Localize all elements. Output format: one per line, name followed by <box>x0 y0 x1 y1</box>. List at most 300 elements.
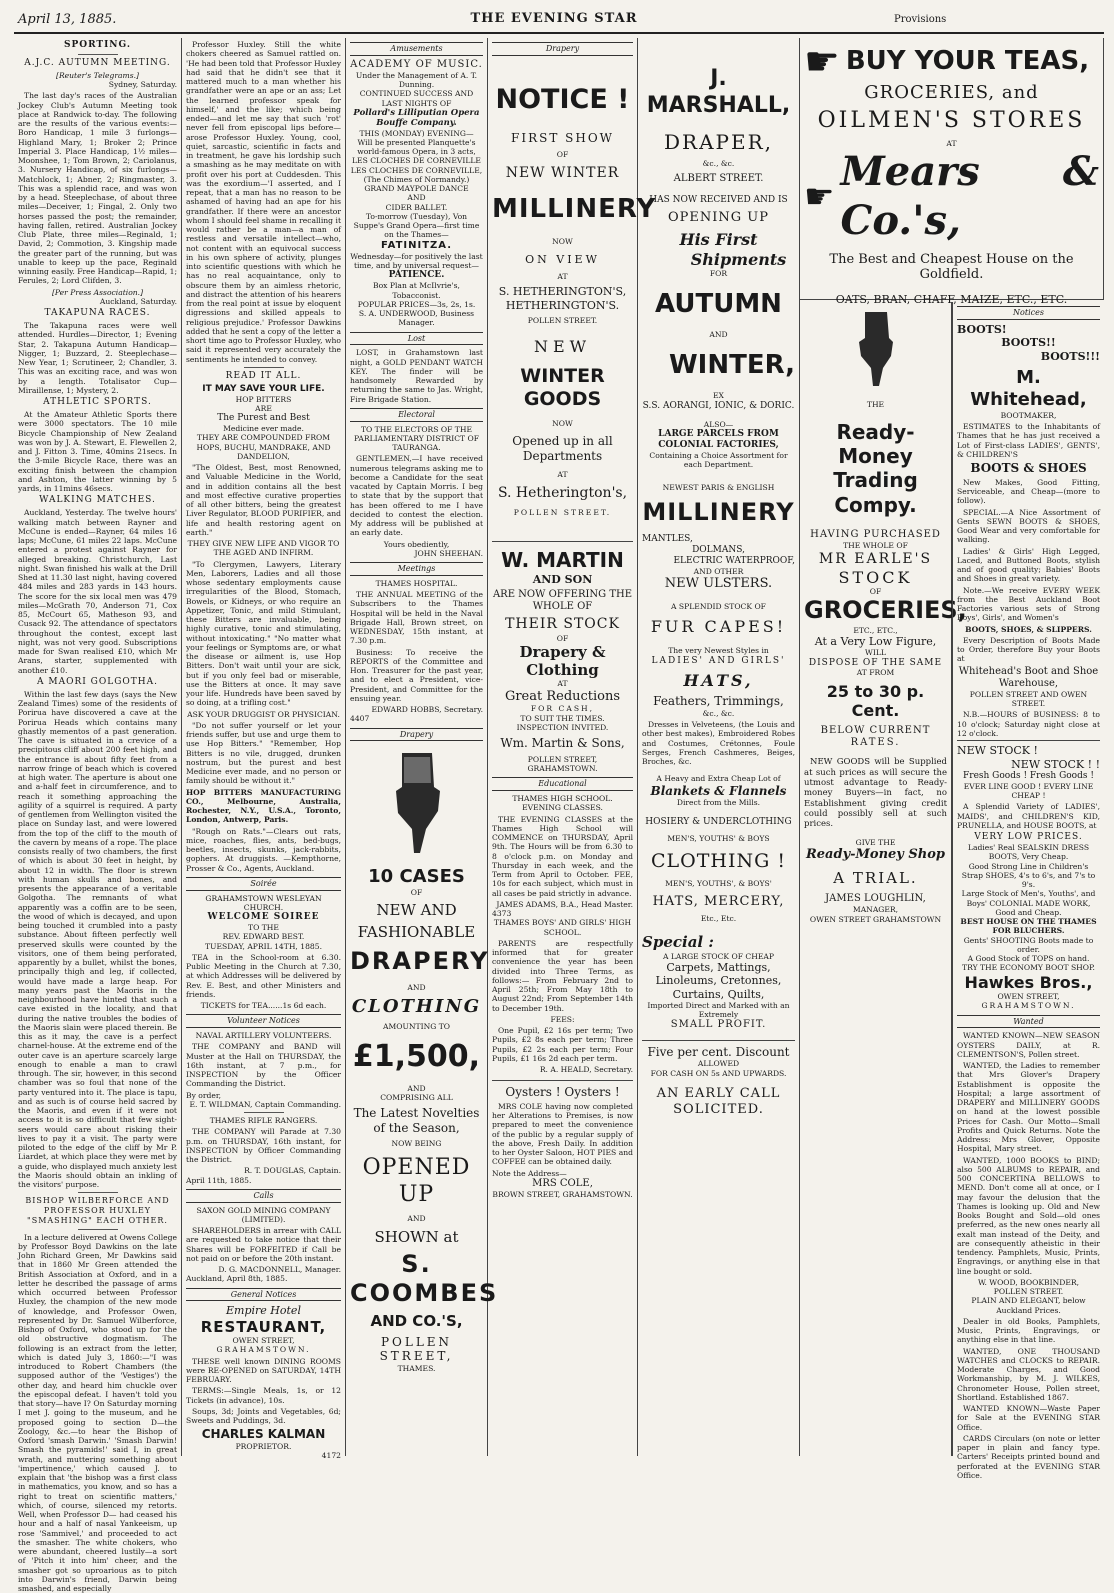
ad-line: Good Strong Line in Children's Strap SHOES, 4's to 6's, and 7's to 9's. <box>961 861 1096 890</box>
provisions-label: Provisions <box>894 14 947 25</box>
ad-text: "The Oldest, Best, most Renowned, and Valuable Medicine in the World, and in addition contains all the best and most effective curative properties of all other bitters, being the greatest Liver Regulator, BLOOD PURIFIER, and life and health restoring agent on earth." <box>186 463 341 537</box>
ad-line: Containing a Choice Assortment for each Department. <box>649 450 788 469</box>
dateline: Sydney, Saturday. <box>108 80 177 90</box>
ad-line: AT <box>557 469 568 479</box>
ad-line: Note the Address— <box>492 1168 567 1178</box>
ad-line: PLAIN AND ELEGANT, below Auckland Prices. <box>971 1296 1086 1315</box>
ad-headline: MILLINERY <box>642 498 795 527</box>
ad-text: A Splendid Variety of LADIES', MAIDS', and CHILDREN'S KID, PRUNELLA, and HOUSE BOOTS, at <box>957 802 1100 830</box>
ad-headline: A TRIAL. <box>833 868 918 887</box>
ad-text: THE COMPANY will Parade at 7.30 p.m. on THURSDAY, 16th instant, for INSPECTION by Officer Commanding the District. <box>186 1127 341 1165</box>
ad-line: GRAHAMSTOWN. <box>527 764 598 774</box>
ad-headline: DRAPERY <box>350 947 490 976</box>
ad-line: WILL <box>865 648 886 658</box>
ad-headline: IT MAY SAVE YOUR LIFE. <box>202 383 325 394</box>
ad-line: AND <box>407 1214 426 1224</box>
newspaper-page <box>14 8 1104 1593</box>
ad-line: THEIR STOCK <box>505 616 620 633</box>
ad-line: AMOUNTING TO <box>382 1021 450 1031</box>
ad-line: INSPECTION INVITED. <box>516 722 609 732</box>
ad-line: STOCK <box>838 567 913 587</box>
ad-headline: Five per cent. Discount <box>642 1040 795 1060</box>
ad-headline: WINTER GOODS <box>520 364 605 411</box>
ad-text: Note.—We receive EVERY WEEK from the Best Auckland Boot Factories various sets of Strong Boys', Girls', and Women's <box>957 585 1100 623</box>
ad-line: THEY GIVE NEW LIFE AND VIGOR TO THE AGED AND INFIRM. <box>187 539 340 558</box>
ad-line: POLLEN STREET, <box>527 754 598 764</box>
ad-headline: Drapery & Clothing <box>519 642 606 680</box>
ad-text: THE COMPANY and BAND will Muster at the Hall on THURSDAY, the 16th instant, at 7 p.m., for INSPECTION by the Officer Commanding the District. <box>186 1042 341 1089</box>
ad-line: DOLMANS, <box>692 544 745 555</box>
shop-name: Mears & Co.'s, <box>840 148 1099 244</box>
ad-text: CARDS Circulars (on note or letter paper in plain and fancy type. Carters' Receipts printed bound and perforated at the EVENING STAR Office. <box>957 1433 1100 1480</box>
ad-text: WANTED KNOWN—NEW SEASON OYSTERS DAILY, at R. CLEMENTSON'S, Pollen street. <box>957 1031 1100 1059</box>
signature-line: R. T. DOUGLAS, Captain. <box>244 1166 341 1176</box>
ad-line: BELOW CURRENT <box>820 724 931 736</box>
ad-line: PROPRIETOR. <box>235 1441 292 1451</box>
ad-line: THAMES. <box>397 1363 436 1373</box>
ad-line: Imported Direct and Marked with an Extremely <box>647 1000 790 1020</box>
ad-headline: HATS, <box>683 670 754 690</box>
section-volunteer: Volunteer Notices <box>186 1014 341 1028</box>
ad-line: &c., &c. <box>702 708 735 718</box>
ad-text: Dealer in old Books, Pamphlets, Music, Prints, Engravings, or anything else in that line. <box>957 1316 1100 1345</box>
ad-line: Ladies' Real SEALSKIN DRESS BOOTS, Very Cheap. <box>967 843 1090 862</box>
ad-text: N.B.—HOURS of BUSINESS: 8 to 10 o'clock; Saturday night close at 12 o'clock. <box>957 710 1100 738</box>
ad-line: NEW <box>533 337 592 357</box>
ad-headline: GROCERIES, <box>804 596 967 625</box>
ad-line: MEN'S, YOUTHS' & BOYS <box>667 834 770 844</box>
ad-line: OWEN STREET, <box>997 992 1060 1002</box>
ad-line: AND <box>709 330 728 340</box>
ad-line: &c., &c. <box>702 159 735 169</box>
ad-line: LES CLOCHES DE CORNEVILLE LES CLOCHES DE CORNEVILLE, <box>350 156 483 175</box>
ad-headline: NEW STOCK ! ! <box>1011 757 1100 771</box>
section-wanted: Wanted <box>957 1015 1100 1029</box>
ad-line: AT <box>557 679 568 689</box>
ad-line: OWEN STREET GRAHAMSTOWN <box>809 914 942 924</box>
ad-line: HAVING PURCHASED <box>810 529 941 541</box>
ad-line: The very Newest Styles in <box>668 646 769 656</box>
ad-line: Gents' SHOOTING Boots made to order. <box>963 935 1094 954</box>
ad-line: ARE <box>255 403 272 413</box>
source-line: [Per Press Association.] <box>51 287 144 297</box>
ad-line: CIDER BALLET. <box>385 202 448 212</box>
ad-line: COMPRISING ALL <box>380 1092 453 1102</box>
signature-line: JOHN SHEEHAN. <box>414 548 483 558</box>
column-six-a <box>800 302 967 1456</box>
section-general: General Notices <box>186 1288 341 1302</box>
section-lost: Lost <box>350 332 483 346</box>
ad-line: POLLEN STREET AND OWEN STREET. <box>969 689 1088 709</box>
ad-line: The Latest Novelties of the Season, <box>353 1106 480 1135</box>
ad-line: REV. EDWARD BEST. <box>222 932 305 942</box>
ad-line: OF <box>556 633 569 643</box>
ad-line: ON VIEW <box>525 252 600 266</box>
ad-line: GROCERIES, and <box>864 82 1039 103</box>
ad-line: DISPOSE OF THE SAME <box>808 657 943 668</box>
ad-text: THE EVENING CLASSES at the Thames High School will COMMENCE on THURSDAY, April 9th. The Hours will be from 6.30 to 8 o'clock p.m. on Monday and Thursday in each week, and the Term from April to October. FEE, 10s for each subject, which must in all cases be paid strictly in advance. <box>492 814 633 898</box>
ad-line: Will be presented Planquette's world-famous Opera, in 3 acts, <box>357 137 476 157</box>
ad-headline: BEST HOUSE ON THE THAMES FOR BLUCHERS. <box>960 917 1097 936</box>
ad-text: One Pupil, £2 16s per term; Two Pupils, £2 8s each per term; Three Pupils, £2 2s each per term; Four Pupils, £1 16s 2d each per term. <box>492 1026 633 1063</box>
shop-name: Ready-Money <box>836 419 915 468</box>
ad-headline: MILLINERY <box>492 193 657 224</box>
ad-line: FIRST SHOW <box>511 130 614 145</box>
column-sporting <box>14 38 182 1593</box>
ad-line: LADIES' AND GIRLS' <box>651 655 786 666</box>
shop-name: S. HETHERINGTON'S, HETHERINGTON'S. <box>498 285 627 312</box>
ad-line: AND CO.'S, <box>370 1312 463 1331</box>
ad-line: AND OTHER <box>693 566 744 576</box>
ad-text: Ladies' & Girls' High Legged, Laced, and Buttoned Boots, stylish and of good quality; Babies' Boots and Shoes in great variety. <box>957 546 1100 584</box>
pointing-hand-icon: ☛ <box>804 39 840 85</box>
ad-line: OWEN STREET, <box>232 1336 295 1346</box>
ad-amount: £1,500, <box>352 1039 481 1075</box>
article-text: Within the last few days (says the New Zealand Times) some of the residents of Porirua have discovered a cave at the Porirua Heads which contains many ghastly mementos of a past generation. The cave is situated in a crevice of a precipitous cliff about 200 feet high, and the entrance is about fifty feet from a narrow fringe of beach which is covered at high water. The aperture is about one and a-half feet in circumference, and to reach it something approaching the agility of a squirrel is required. A party of gentlemen from Wellington visited the place on Sunday last, and were lowered from the top of the cliff to the mouth of the cavern by means of a rope. The place consists really of two chambers, the first of which is about 30 feet in height, by about 12 in width. The floor is strewn with human skulls and bones, and presents the appearance of a veritable Golgotha. The remnants of what apparently was a coffin are to be seen, the wood of which is decayed, and upon being touched it crumbled into a pasty substance. About fifteen perfectly well preserved skulls were counted by the visitors, one of them being perforated, apparently by a bullet, whilst the bones, principally thigh and leg, if collected, would have made a large heap. For many years past the Maoris in the neighbourhood have hinted that such a cave existed in the locality, and that during the native troubles the bodies of the Maoris slain were placed therein. Be this as it may, the cave is a perfect charnel-house. At the extreme end of the outer cave is an aperture scarcely large enough to enable a man to crawl through. The sir, however, in this second chamber was so foul that none of the party ventured into it. The place is tapu, and as such is of course held sacred by the Maoris, and even if it were not access to it is so difficult that few sight-seers would care about risking their lives to pay it a visit. The party were piloted to the edge of the cliff by Mr P. Liardet, at which place they were met by a guide, who displayed much anxiety lest the Maoris should obtain an inkling of the visitors' purpose. <box>18 689 177 1190</box>
pointing-hand-icon: ☛ <box>804 176 835 217</box>
ad-line: GIVE THE <box>855 837 896 847</box>
issue-date: April 13, 1885. <box>18 12 117 27</box>
ad-line: ELECTRIC WATERPROOF, <box>673 555 795 566</box>
ad-headline: WELCOME SOIREE <box>207 912 320 923</box>
ad-headline: TO THE ELECTORS OF THE PARLIAMENTARY DISTRICT OF TAURANGA. <box>353 424 479 453</box>
ad-line: The Purest and Best <box>217 413 310 424</box>
ad-line: AND <box>407 193 426 203</box>
ad-headline: THAMES HIGH SCHOOL. <box>512 794 613 804</box>
company-name: Pollard's Lilliputian Opera Bouffe Company. <box>353 107 480 129</box>
ad-text: NEW GOODS will be Supplied at such prices as will secure the utmost advantage to Ready-money Buyers—in fact, no Establishment giving credit could possibly sell at such prices. <box>804 757 947 830</box>
ad-line: GRAHAMSTOWN. <box>216 1345 311 1355</box>
ad-line: Under the Management of A. T. Dunning. <box>355 70 478 90</box>
ad-line: FOR CASH, <box>530 704 595 714</box>
ad-line: THE WHOLE OF <box>843 541 908 551</box>
column-four <box>488 38 657 1456</box>
section-calls: Calls <box>186 1189 341 1203</box>
ad-headline: FATINITZA. <box>380 239 453 251</box>
ad-headline: CLOTHING ! <box>651 849 786 872</box>
ad-headline: 25 to 30 p. Cent. <box>826 681 925 721</box>
ad-text: LOST, in Grahamstown last night, a GOLD PENDANT WATCH KEY. The finder will be handsomely Rewarded by returning the same to Jas. Wright, Fire Brigade Station. <box>350 348 483 404</box>
section-amusements: Amusements <box>350 42 483 56</box>
ad-line: NOW <box>552 419 573 429</box>
ad-line: ETC., ETC., <box>853 625 898 635</box>
ad-line: Wednesday—for positively the last time, and by universal request— <box>350 251 483 271</box>
ad-headline: WINTER, <box>669 349 795 380</box>
ad-headline: BOOTS!!! <box>1040 349 1100 363</box>
section-drapery: Drapery <box>350 728 483 742</box>
ad-line: THE <box>866 400 885 410</box>
ad-text: Dresses in Velveteens, (the Louis and other best makes), Embroidered Robes and Costumes, Crétonnes, Foule Serges, French Cashmeres, Beiges, Broches, &c. <box>642 720 795 767</box>
proprietor-name: CHARLES KALMAN <box>201 1427 326 1442</box>
signature-line: E. T. WILDMAN, Captain Commanding. <box>189 1099 341 1109</box>
ad-line: EVER LINE GOOD ! EVERY LINE CHEAP ! <box>963 781 1094 801</box>
ad-text: THE ANNUAL MEETING of the Subscribers to the Thames Hospital will be held in the Naval Brigade Hall, Brown street, on WEDNESDAY, 15th instant, at 7.30 p.m. <box>350 590 483 646</box>
headline-takapuna: TAKAPUNA RACES. <box>44 308 151 319</box>
ad-line: MR EARLE'S <box>818 550 933 567</box>
ad-headline: RESTAURANT, <box>200 1317 327 1336</box>
ad-line: S. A. UNDERWOOD, Business Manager. <box>358 309 475 328</box>
ad-text: "Do not suffer yourself or let your friends suffer, but use and urge them to use Hop Bitters." "Remember, Hop Bitters is no vile, drugged, drunken nostrum, but the purest and best Medicine ever made, and no person or family should be without it." <box>186 720 341 786</box>
ad-line: POLLEN STREET. <box>527 316 598 326</box>
ad-text: WANTED, ONE THOUSAND WATCHES and CLOCKS to REPAIR. Moderate Charges, and Good Workmanship, by M. J. WILKES, Chronometer House, Pollen street, Shortland. Established 1867. <box>957 1346 1100 1402</box>
ad-headline: HATS, MERCERY, <box>652 894 785 910</box>
ad-line: (The Chimes of Normandy.) <box>363 174 470 184</box>
ad-line: FOR <box>709 269 728 279</box>
ad-line: JAMES LOUGHLIN, <box>825 893 926 905</box>
ad-text: Business: To receive the REPORTS of the Committee and Hon. Treasurer for the past year, and to elect a President, vice-President, and Committee for the ensuing year. <box>350 647 483 703</box>
ad-line: A Good Stock of TOPS on hand. <box>967 954 1090 964</box>
ad-line: NOW BEING <box>391 1139 442 1149</box>
ad-line: OF <box>869 587 882 597</box>
shop-name: Whitehead's Boot and Shoe Warehouse, <box>958 665 1099 689</box>
ad-line: THIS (MONDAY) EVENING— <box>359 128 474 138</box>
headline-athletic: ATHLETIC SPORTS. <box>43 397 152 408</box>
article-text: Auckland, Yesterday. The twelve hours' walking match between Rayner and McCune is ended—Rayner, 64 miles 16 laps; McCune, 61 miles 22 laps. McCune entered a protest against Rayner for alleged breaking. Christchurch, Last night. Swan finished his walk at the Drill Shed at 11.30 last night, having covered 484 miles and 283 yards in 143 hours. The score for the six local men was 479 miles—McGrath 70, Anderson 71, Cox 85, McCourt 65, Matheson 93, and Cusack 92. The attendance of spectators throughout the contest, except last night, was not very good. Subscriptions made for Swan realised £10, which Mr Arans, starter, supplemented with another £10. <box>18 508 177 675</box>
ad-headline: Blankets & Flannels <box>650 783 787 798</box>
ad-headline: THAMES RIFLE RANGERS. <box>209 1116 318 1126</box>
ad-company: HOP BITTERS MANUFACTURING CO., Melbourne, Australia, Rochester, N.Y., U.S.A., Toronto, London, Antwerp, Paris. <box>186 787 341 825</box>
ad-line: To-morrow (Tuesday), Von Suppe's Grand Opera—first time on the Thames— <box>353 211 480 240</box>
article-text: The Takapuna races were well attended. Hurdles—Director, 1; Evening Star, 2. Takapuna Autumn Handicap—Nigger, 1; Buzzard, 2. Steeplechase—New Year, 1; Scrutineer, 2; Chandler, 3. This was an exciting race, and was won by a length. Totalisator Cup—Miraillense, 1; Mystery, 2. <box>18 321 177 395</box>
ad-line: POLLEN STREET. <box>993 1287 1064 1297</box>
section-educational: Educational <box>492 777 633 791</box>
ad-headline: ACADEMY OF MUSIC. <box>350 58 483 70</box>
ad-text: TERMS:—Single Meals, 1s, or 12 Tickets (in advance), 10s. <box>186 1386 341 1405</box>
ad-text: TEA in the School-room at 6.30. Public Meeting in the Church at 7.30, at which Addresses will be delivered by Rev. E. Best, and other Ministers and friends. <box>186 952 341 999</box>
ad-line: RATES. <box>850 736 901 748</box>
column-provisions <box>800 38 1104 307</box>
ad-line: FOR CASH ON 5s AND UPWARDS. <box>650 1068 787 1078</box>
ad-line: CONTINUED SUCCESS AND LAST NIGHTS OF <box>359 89 474 108</box>
ad-text: WANTED KNOWN—Waste Paper for Sale at the EVENING STAR Office. <box>957 1404 1100 1432</box>
ad-text: "Rough on Rats."—Clears out rats, mice, roaches, flies, ants, bed-bugs, beetles, insects, skunks, jack-rabbits, gophers. At druggists. —Kempthorne, Prosser & Co., Agents, Auckland. <box>186 826 341 873</box>
ad-text: ESTIMATES to the Inhabitants of Thames that he has just received a Lot of First-class LADIES', GENTS', & CHILDREN'S <box>957 422 1100 459</box>
ad-text: MRS COLE having now completed her Alterations to Premises, is now prepared to meet the convenience of the public by a regular supply of the above, Fresh Daily. In addition to her Oyster Saloon, HOT PIES and COFFEE can be obtained daily. <box>492 1101 633 1167</box>
pointing-hand-icon <box>804 308 947 390</box>
ad-line: ALLOWED <box>697 1059 740 1069</box>
ad-headline: READ IT ALL. <box>225 370 302 381</box>
ad-line: BROWN STREET, GRAHAMSTOWN. <box>492 1190 633 1200</box>
ad-line: NEW AND <box>376 900 457 919</box>
ad-line: TO SUIT THE TIMES. <box>520 713 605 723</box>
ad-line: Opened up in all Departments <box>512 434 613 464</box>
article-text: At the Amateur Athletic Sports there were 3000 spectators. The 10 mile Bicycle Championship of New Zealand was won by J. A. Stewart, E. Flewellen 2, and J. Fitton 3. Time, 40mins 21secs. In the 3-mile Bicycle Race, there was an exciting finish between the champion and Ashton, the latter winning by 5 yards, in 11mins 46secs. <box>18 410 177 494</box>
ad-line: Medicine ever made. <box>223 424 304 434</box>
ad-line: AND <box>407 982 426 992</box>
ad-line: EX <box>713 391 724 401</box>
brand-name: HOP BITTERS <box>235 394 292 404</box>
ad-line: NEW WINTER <box>505 164 620 181</box>
ad-line: A LARGE STOCK OF CHEAP <box>662 951 775 961</box>
ad-line: Yours obediently, <box>383 539 450 549</box>
ad-text: SHAREHOLDERS in arrear with CALL are requested to take notice that their Shares will be FORFEITED if Call be not paid on or before the 20th instant. <box>186 1226 341 1263</box>
ad-headline: BOOTS! <box>957 322 1007 336</box>
ad-line: OILMEN'S STORES <box>817 107 1086 133</box>
article-text: In a lecture delivered at Owens College by Professor Boyd Dawkins on the late John Richard Green, Mr Dawkins said that in 1860 Mr Green attended the British Association at Oxford, and in a letter he described the passage of arms which occurred between Professor Huxley, the champion of the new mode of knowledge, and Professor Owen, represented by Dr. Samuel Wilberforce, Bishop of Oxford, who stood up for the old obstructive dogmatism. The following is an extract from the letter, which is dated July 3, 1860:—"I was introduced to Robert Chambers (the supposed author of the 'Vestiges') the other day, and heard him chuckle over the episcopal defeat. I haven't told you that story—have I? On Saturday morning I met J. going to the museum, and he proposed going to section D—the Zoology, &c.—to hear the Bishop of Oxford 'smash Darwin.' 'Smash Darwin! Smash the pyramids!' said I, in great wrath, and muttering something about 'impertinence,' which caused J. to explain that 'the bishop was a first class in mathematics, you know, and so has a right to treat on scientific matters,' which, of course, silenced my retorts. Well, when Professor D— had ceased his hour and a half of nasal Yankeeism, up rose 'Sammivel,' and proceeded to act the smasher. The white chokers, who were abundant, cheered lustily—a sort of 'Pitch it into him' cheer, and the smasher got so uproarious as to pitch into Darwin's friend, Darwin being smashed, and especially <box>18 1232 177 1593</box>
ad-code: 4373 <box>492 909 512 919</box>
ad-headline: AUTUMN <box>655 288 782 319</box>
ad-line: S.S. AORANGI, IONIC, & DORIC. <box>642 400 795 411</box>
ad-text: WANTED, 1000 BOOKS to BIND; also 500 ALBUMS to REPAIR, and 500 CONCERTINA BELLOWS to MEND. Don't come all at once, or I may favour the delusion that the Thames is looking up. Old and New Books Bought and Sold—old ones preferred, as the new ones nearly all exalt man instead of the Deity, and are consequently atheistic in their tendency. Pamphlets, Music, Prints, Engravings, or anything else in that line bought or sold. <box>957 1155 1100 1276</box>
ad-line: HOPS, BUCHU, MANDRAKE, AND DANDELION, <box>196 442 331 461</box>
section-drapery: Drapery <box>492 42 633 56</box>
ad-headline: BOOTS, SHOES, & SLIPPERS. <box>965 624 1092 634</box>
ad-headline: Shipments <box>690 249 787 269</box>
ad-text: GENTLEMEN,—I have received numerous telegrams asking me to become a Candidate for the seat vacated by Captain Morris. I beg to state that by the support that has been offered to me I have decided to contest the election. My address will be published at an early date. <box>350 454 483 538</box>
ad-line: TRY THE ECONOMY BOOT SHOP. <box>962 963 1095 973</box>
column-three <box>346 38 499 1456</box>
section-sporting: SPORTING. <box>63 40 132 50</box>
ad-line: Fresh Goods ! Fresh Goods ! <box>963 770 1094 781</box>
signature-line: JAMES ADAMS, B.A., Head Master. <box>496 899 633 909</box>
ad-headline: THAMES BOYS' AND GIRLS' HIGH SCHOOL. <box>493 918 632 937</box>
ad-line: AND <box>407 1083 426 1093</box>
ad-line: THEY ARE COMPOUNDED FROM <box>196 433 331 443</box>
ad-line: POLLEN STREET, <box>379 1334 454 1364</box>
article-text: Professor Huxley. Still the white chokers cheered as Samuel rattled on. 'He had been told that Professor Huxley had said that he didn't see that it mattered much to a man whether his grandfather were an ape or an ass; Let the learned professor speak for himself,' and the like; which being ended—and let me say that such 'rot' never fell from episcopal lips before—arose Professor Huxley. Young, cool, quiet, sarcastic, scientific in facts and in treatment, he gave his lordship such a smashing as he may meditate on with profit over his port at Cuddesden. This was the exordium—'I asserted, and I repeat, that a man has no reason to be ashamed of having had an ape for his grandfather. If there were an ancestor whom I should feel shame in recalling it would rather be a man—a man of restless and versatile intellect—who, not content with an equivocal success in his own sphere of activity, plunges into scientific questions with which he has no real acquaintance, only to obscure them by an aimless rhetoric, and distract the attention of his hearers from the real point at issue by eloquent digressions and skilled appeals to religious prejudice.' Professor Dawkins added that he sent a copy of the letter a short time ago to Professor Huxley, who said it represented very accurately the sentiments he intended to convey. <box>186 40 341 364</box>
masthead <box>14 8 1104 34</box>
ad-line: AND SON <box>532 572 593 586</box>
ad-headline: PATIENCE. <box>388 270 445 281</box>
ad-text: THESE well known DINING ROOMS were RE-OPENED on SATURDAY, 14TH FEBRUARY. <box>186 1356 341 1385</box>
source-line: [Reuter's Telegrams.] <box>55 70 140 80</box>
ad-line: AT <box>946 138 957 148</box>
ad-code: 4407 <box>350 714 370 724</box>
pointing-hand-icon <box>350 747 483 859</box>
ad-line: Auckland, April 8th, 1885. <box>186 1274 288 1284</box>
ad-line: FASHIONABLE <box>357 923 476 942</box>
column-two <box>182 38 346 1461</box>
ad-headline: CLOTHING <box>351 995 482 1017</box>
ad-line: By order, <box>186 1090 222 1100</box>
ad-headline: NOTICE ! <box>495 83 630 115</box>
ad-text: New Makes, Good Fitting, Serviceable, and Cheap—(more to follow). <box>957 477 1100 506</box>
ad-line: TO THE <box>248 923 279 933</box>
ad-line: The Best and Cheapest House on the Goldfield. <box>829 251 1074 283</box>
ad-line: OPENING UP <box>668 210 769 226</box>
ad-headline: NEW ULSTERS. <box>664 575 773 591</box>
ad-line: BOOTMAKER, <box>1000 410 1057 420</box>
ad-line: April 11th, 1885. <box>186 1175 252 1185</box>
ad-line: SMALL PROFIT. <box>670 1019 767 1031</box>
paper-title: THE EVENING STAR <box>470 11 638 26</box>
ad-line: MANAGER, <box>852 905 899 915</box>
ad-headline: Special : <box>642 933 714 952</box>
ad-headline: AN EARLY CALL SOLICITED. <box>656 1085 781 1117</box>
ad-line: Direct from the Mills. <box>676 798 761 808</box>
ad-headline: NAVAL ARTILLERY VOLUNTEERS. <box>195 1031 332 1041</box>
shop-name: W. MARTIN <box>492 541 633 572</box>
shop-name: S. COOMBES <box>350 1249 499 1308</box>
shop-name: MRS COLE, <box>532 1177 593 1189</box>
ad-line: Feathers, Trimmings, <box>653 694 784 709</box>
ad-line: MANTLES, <box>642 533 693 544</box>
ad-headline: LARGE PARCELS FROM COLONIAL FACTORIES, <box>658 428 779 450</box>
ad-line: VERY LOW PRICES. <box>974 832 1083 843</box>
article-text: The last day's races of the Australian Jockey Club's Autumn Meeting took place at Randwick to-day. The following are the results of the various events:— Boro Handicap, 1 mile 3 furlongs—Highland Mary, 1; Broker 2; Prince Imperial 3. Place Handicap, 1½ miles—Moonshee, 1; Tom Brown, 2; Cariolanus, 3. Nursery Handicap, of six furlongs—Matchlock, 1; Abner, 2; Ringmaster, 3. This was a splendid race, and was won by a head. Steeplechase, of about three miles—Deceiver, 1; Fingal, 2. Only two horses passed the post; the remainder, having fallen, retired. Australian Jockey Club Plate, three miles—Reginald, 1; David, 2; Commotion, 3. Kingship made the greater part of the running, but was unable to keep up the pace, Reginald winning easily. Free Handicap—Rapid, 1; Ferules, 2; Lord Clifden, 3. <box>18 91 177 286</box>
ad-headline: Empire Hotel <box>226 1304 301 1318</box>
shop-name: Hawkes Bros., <box>964 972 1093 992</box>
ad-text: "To Clergymen, Lawyers, Literary Men, Laborers, Ladies and all those whose sedentary employments cause irregularities of the Blood, Stomach, Bowels, or Kidneys, or who require an Appetizer, Tonic, and mild Stimulant, these Bitters are invaluable, being highly curative, tonic and stimulating, without intoxicating." "No matter what your feelings or Symptoms are, or what the disease or ailment is, use Hop Bitters. Don't wait until your are sick, but if you only feel bad or miserable, use the Bitters at once. It may save your life. Hundreds have been saved by so doing, at a trifling cost." <box>186 559 341 708</box>
signature-line: D. G. MACDONNELL, Manager. <box>218 1265 341 1275</box>
ad-line: FEES: <box>550 1014 575 1024</box>
ad-text: Soups, 3d; Joints and Vegetables, 6d; Sweets and Puddings, 3d. <box>186 1406 341 1426</box>
ad-line: NEWEST PARIS & ENGLISH <box>662 483 775 493</box>
shop-name: Trading Compy. <box>833 468 918 517</box>
ad-line: Etc., Etc. <box>700 913 737 923</box>
ad-line: ASK YOUR DRUGGIST OR PHYSICIAN. <box>187 709 340 719</box>
column-six-b <box>952 302 1104 1480</box>
section-notices: Notices <box>957 306 1100 320</box>
ad-line: Great Reductions <box>504 688 621 704</box>
ad-code: 4172 <box>321 1451 341 1461</box>
ad-headline: NEW STOCK ! <box>957 740 1100 757</box>
ad-line: POPULAR PRICES—3s, 2s, 1s. <box>357 299 476 309</box>
ad-line: POLLEN STREET. <box>513 508 612 518</box>
ad-line: ALBERT STREET. <box>673 173 764 185</box>
ad-line: ARE NOW OFFERING THE WHOLE OF <box>492 589 633 613</box>
column-five <box>638 38 800 1456</box>
ad-line: MEN'S, YOUTHS', & BOYS' <box>665 878 772 888</box>
headline-walking: WALKING MATCHES. <box>39 495 156 506</box>
shop-name: S. Hetherington's, <box>497 484 628 501</box>
ad-text: WANTED, the Ladies to remember that Mrs Glover's Drapery Establishment is opposite the Hospital; a large assortment of DRAPERY and MILLINERY GOODS on hand at the lowest possible Prices for Cash. Our Motto—Small Profits and Quick Returns. Note the Address: Mrs Glover, Opposite Hospital, Mary street. <box>957 1061 1100 1154</box>
ad-text: PARENTS are respectfully informed that for greater convenience the year has been divided into Three Terms, as follows:— From February 2nd to April 25th; From May 18th to August 22nd; From September 14th to December 19th. <box>492 938 633 1013</box>
shop-name: Wm. Martin & Sons, <box>500 736 625 751</box>
ad-line: OF <box>556 150 569 160</box>
signature-line: EDWARD HOBBS, Secretary. <box>371 705 483 715</box>
shop-name: J. MARSHALL, <box>646 66 791 118</box>
ad-headline: His First <box>679 230 758 250</box>
ad-line: GRAND MAYPOLE DANCE <box>364 184 469 194</box>
ad-headline: Ready-Money Shop <box>805 846 945 862</box>
ad-line: W. WOOD, BOOKBINDER, <box>977 1277 1080 1287</box>
ad-headline: BOOTS!! <box>1001 336 1056 350</box>
ad-headline: HOSIERY & UNDERCLOTHING <box>645 817 792 828</box>
ad-headline: BUY YOUR TEAS, <box>845 46 1090 77</box>
dateline: Auckland, Saturday. <box>99 296 177 306</box>
ad-line: NOW <box>552 237 573 247</box>
ad-headline: FUR CAPES! <box>650 616 787 636</box>
ad-line: EVENING CLASSES. <box>522 803 603 813</box>
ad-line: ALSO— <box>703 419 734 429</box>
ad-line: At a Very Low Figure, <box>814 634 937 648</box>
ad-text: SPECIAL.—A Nice Assortment of Gents SEWN BOOTS & SHOES, Good Wear and very comfortable for walking. <box>957 507 1100 545</box>
ad-headline: Oysters ! Oysters ! <box>492 1080 633 1100</box>
ad-line: Carpets, Mattings, Linoleums, Cretonnes, Curtains, Quilts, <box>655 960 782 1001</box>
section-meetings: Meetings <box>350 562 483 576</box>
ad-line: TICKETS for TEA......1s 6d each. <box>200 1001 327 1011</box>
headline-ajc: A.J.C. AUTUMN MEETING. <box>24 57 171 68</box>
headline-maori: A MAORI GOLGOTHA. <box>37 676 158 687</box>
ad-line: AT <box>557 272 568 282</box>
shop-name: M. Whitehead, <box>970 366 1087 410</box>
ad-line: OF <box>410 887 423 897</box>
ad-line: OATS, BRAN, CHAFF, MAIZE, ETC., ETC. <box>835 293 1068 307</box>
ad-line: GRAHAMSTOWN. <box>981 1001 1076 1011</box>
ad-line: DRAPER, <box>663 129 773 154</box>
headline-bishop: BISHOP WILBERFORCE AND PROFESSOR HUXLEY "SMASHING" EACH OTHER. <box>25 1196 170 1225</box>
ad-line: A SPLENDID STOCK OF <box>671 601 766 611</box>
ad-line: TUESDAY, APRIL 14TH, 1885. <box>204 941 323 951</box>
ad-headline: BOOTS & SHOES <box>970 461 1087 476</box>
section-electoral: Electoral <box>350 408 483 422</box>
ad-text: Every Description of Boots Made to Order, therefore Buy your Boots at <box>957 635 1100 664</box>
ad-line: A Heavy and Extra Cheap Lot of <box>656 774 781 784</box>
ad-line: HAS NOW RECEIVED AND IS <box>649 195 788 206</box>
ad-line: Box Plan at McIlvrie's, Tobacconist. <box>373 281 460 300</box>
section-soiree: Soirée <box>186 877 341 891</box>
